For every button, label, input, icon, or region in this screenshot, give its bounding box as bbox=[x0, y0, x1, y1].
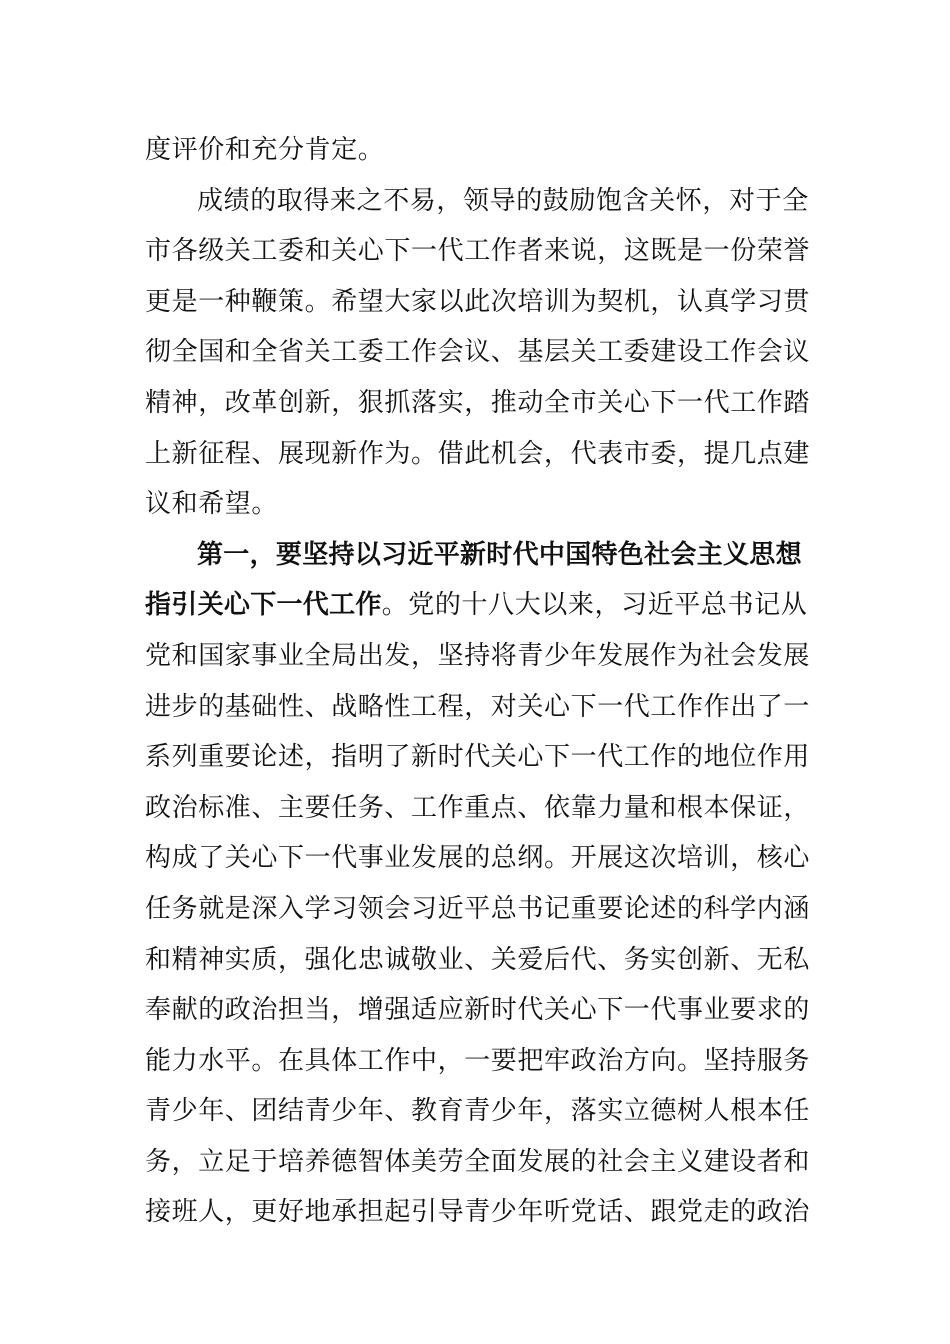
paragraph-start-line: 成绩的取得来之不易，领导的鼓励饱含关怀，对于全 bbox=[197, 185, 809, 216]
mixed-heading-line bbox=[145, 580, 815, 631]
text-line: 系列重要论述，指明了新时代关心下一代工作的地位作用 bbox=[145, 742, 811, 773]
text-line: 能力水平。在具体工作中，一要把牢政治方向。坚持服务 bbox=[145, 1045, 811, 1076]
section-heading-tail: 指引关心下一代工作 bbox=[145, 590, 382, 621]
text-line: 青少年、团结青少年、教育青少年，落实立德树人根本任 bbox=[145, 1096, 811, 1127]
text-line: 上新征程、展现新作为。借此机会，代表市委，提几点建 bbox=[145, 438, 811, 469]
document-body bbox=[145, 125, 815, 1238]
text-line: 精神，改革创新，狠抓落实，推动全市关心下一代工作踏 bbox=[145, 387, 811, 418]
text-line: 更是一种鞭策。希望大家以此次培训为契机，认真学习贯 bbox=[145, 286, 811, 317]
text-line: 构成了关心下一代事业发展的总纲。开展这次培训，核心 bbox=[145, 843, 811, 874]
body-text-fragment: 。党的十八大以来，习近平总书记从 bbox=[381, 590, 808, 621]
text-line: 议和希望。 bbox=[145, 489, 279, 520]
text-line: 任务就是深入学习领会习近平总书记重要论述的科学内涵 bbox=[145, 893, 811, 924]
text-line: 进步的基础性、战略性工程，对关心下一代工作作出了一 bbox=[145, 691, 811, 722]
text-line: 市各级关工委和关心下一代工作者来说，这既是一份荣誉 bbox=[145, 236, 811, 267]
text-line: 彻全国和全省关工委工作会议、基层关工委建设工作会议 bbox=[145, 337, 811, 368]
text-line: 奉献的政治担当，增强适应新时代关心下一代事业要求的 bbox=[145, 995, 811, 1026]
text-line: 接班人，更好地承担起引导青少年听党话、跟党走的政治 bbox=[145, 1197, 811, 1228]
text-line: 和精神实质，强化忠诚敬业、关爱后代、务实创新、无私 bbox=[145, 944, 811, 975]
text-line: 度评价和充分肯定。 bbox=[145, 135, 385, 165]
section-heading-line: 第一，要坚持以习近平新时代中国特色社会主义思想 bbox=[197, 539, 802, 570]
text-line: 政治标准、主要任务、工作重点、依靠力量和根本保证， bbox=[145, 792, 811, 823]
text-line: 党和国家事业全局出发，坚持将青少年发展作为社会发展 bbox=[145, 640, 811, 671]
text-line: 务，立足于培养德智体美劳全面发展的社会主义建设者和 bbox=[145, 1146, 811, 1177]
